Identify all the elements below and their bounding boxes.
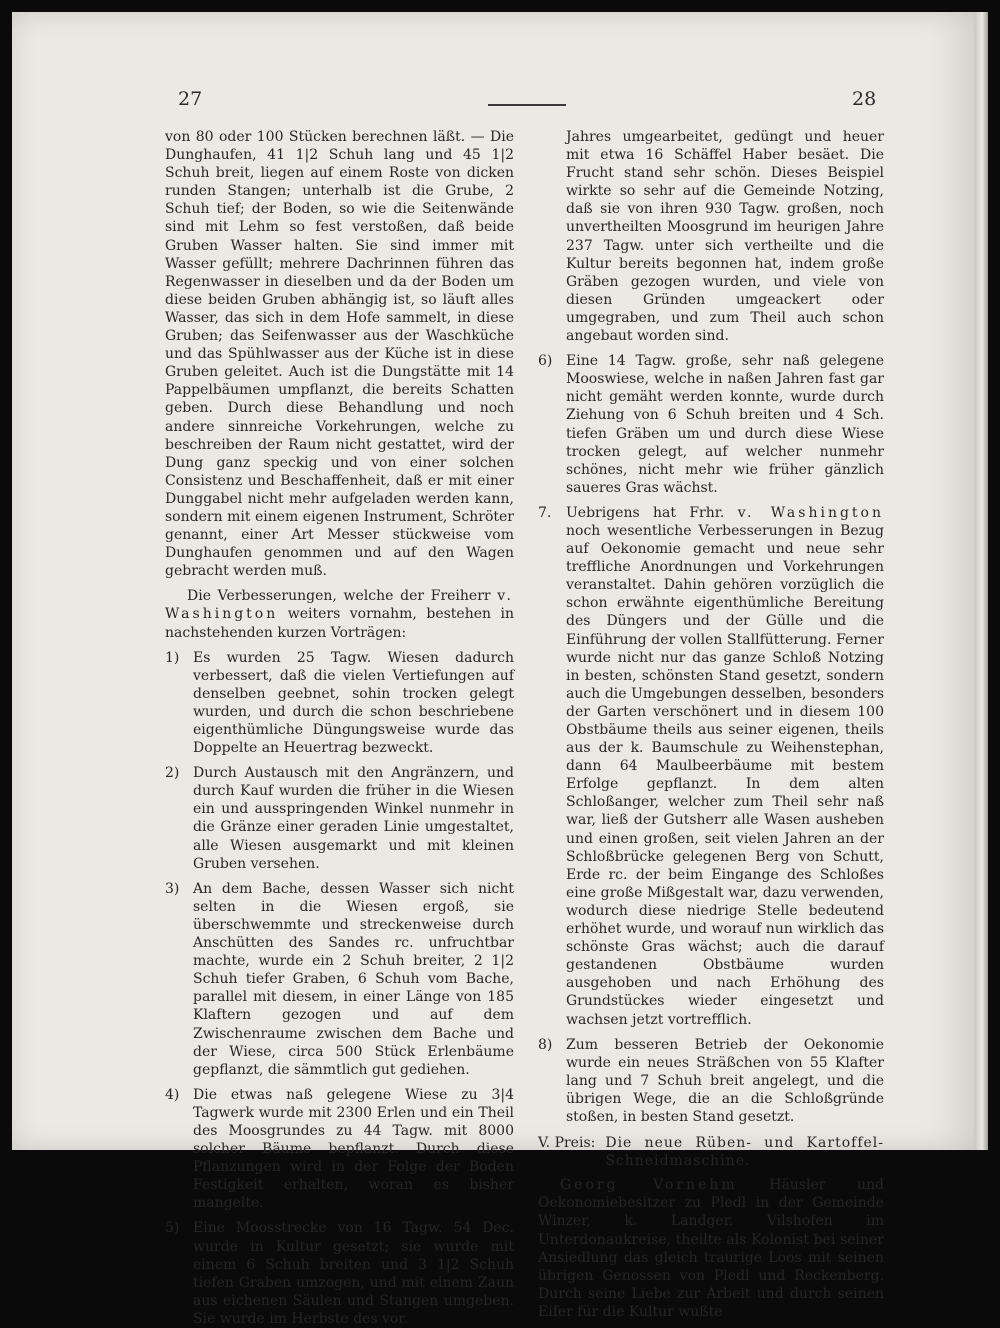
list-item-text — [566, 504, 884, 1029]
page-number-right: 28 — [852, 88, 877, 110]
right-column — [538, 128, 884, 1321]
list-item-text: An dem Bache, dessen Wasser sich nicht selten in die Wiesen ergoß, sie überschwemmte und streckenweise durch Anschütten des Sandes rc. unfruchtbar machte, wurde ein 2 Schuh breiter, 2 1|2 Schuh tiefer Graben, 6 Schuh vom Bache, parallel mit diesem, in einer Länge von 185 Klaftern gezogen und auf dem Zwischenraume zwischen dem Bache und der Wiese, circa 500 Stück Erlenbäume gepflanzt, die sämmtlich gut gediehen. — [193, 880, 514, 1078]
list-item-lead: Uebrigens hat Frhr. — [566, 504, 738, 521]
list-item-text: Eine Moosstrecke von 16 Tagw. 54 Dec. wurde in Kultur gesetzt; sie wurde mit einem 6 Schuh breiten und 3 1|2 Schuh tiefen Graben umzogen, und mit einem Zaun aus eichenen Säulen und Stangen umgeben. Sie wurde im Herbste des vor. — [193, 1220, 514, 1327]
header-rule — [488, 104, 566, 106]
list-item-number: 6) — [538, 353, 553, 370]
list-item-body: noch wesentliche Verbesserungen in Bezug auf Oekonomie gemacht und neue sehr treffliche Anordnungen und Vorkehrungen veranstaltet. Dahin gehören vorzüglich die schon erwähnte eigenthümliche Bereitung des Düngers und der Gülle und die Einführung der vollen Stallfütterung. Ferner wurde nicht nur das ganze Schloß Notzing in besten, schönsten Stand gesetzt, sondern auch die Umgebungen desselben, besonders der Garten verschönert und in diesem 100 Obstbäume theils aus seiner eigenen, theils aus der k. Baumschule zu Weihenstephan, dann 64 Maulbeerbäume mit bestem Erfolge gepflanzt. In dem alten Schloßanger, welcher zum Theil sehr naß war, ließ der Gutsherr alle Wasen ausheben und einen großen, seit vielen Jahren an der Schloßbrücke gelegenen Berg von Schutt, Erde rc. der beim Eingange des Schloßes eine große Mißgestalt war, dazu verwenden, wodurch diese niedrige Stelle bedeutend erhöhet wurde, und worauf nun wirklich das schönste Gras wächst; auch die darauf gestandenen Obstbäume wurden ausgehoben und nach Erhöhung des Grundstückes wieder eingesetzt und wachsen jetzt vortrefflich. — [566, 522, 884, 1028]
left-column — [165, 128, 514, 1328]
list-item — [165, 764, 514, 873]
list-item-number: 1) — [165, 649, 180, 666]
list-item-text: Die etwas naß gelegene Wiese zu 3|4 Tagwerk wurde mit 2300 Erlen und ein Theil des Moosgrundes zu 44 Tagw. mit 8000 solcher Bäume bepflanzt. Durch diese Pflanzungen wird in der Folge der Boden Festigkeit erhalten, woran es bisher mangelte. — [193, 1086, 514, 1212]
list-item-text: Durch Austausch mit den Angränzern, und durch Kauf wurden die früher in die Wiesen ein und ausspringenden Winkel nunmehr in die Gränze einer geraden Linie umgestaltet, alle Wiesen ausgemarkt und mit kleinen Gruben versehen. — [193, 765, 514, 872]
person-name-washington: v. Washington — [165, 588, 514, 623]
list-item-number: 5) — [165, 1220, 180, 1237]
intro-paragraph: von 80 oder 100 Stücken berechnen läßt. — Die Dunghaufen, 41 1|2 Schuh lang und 45 1|2 Schuh breit, liegen auf einem Roste von dicken runden Stangen; unterhalb ist die Grube, 2 Schuh tief; der Boden, so wie die Seitenwände sind mit Lehm so fest verstoßen, daß beide Gruben Wasser halten. Sie sind immer mit Wasser gefüllt; mehrere Dachrinnen führen das Regenwasser in dieselben und da der Boden um diese beiden Gruben abhängig ist, so läuft alles Wasser, das sich in dem Hofe sammelt, in diese Gruben; das Seifenwasser aus der Waschküche und das Spühlwasser aus der Küche ist in diese Gruben geleitet. Auch ist die Dungstätte mit 14 Pappelbäumen umpflanzt, die bereits Schatten geben. Durch diese Behandlung und noch andere sinnreiche Vorkehrungen, welche zu beschreiben der Raum nicht gestattet, wird der Dung ganz speckig und von einer solchen Consistenz und Beschaffenheit, daß er mit einer Dunggabel nicht mehr aufgeladen werden kann, sondern mit einem eigenen Instrument, Schröter genannt, einer Art Messer stückweise vom Dunghaufen genommen und auf den Wagen gebracht werden muß. — [165, 129, 514, 580]
list-item-number: 8) — [538, 1036, 553, 1053]
list-item — [165, 1086, 514, 1213]
list-item-number: 4) — [165, 1086, 180, 1103]
list-item-text: Es wurden 25 Tagw. Wiesen dadurch verbessert, daß die vielen Vertiefungen auf denselben geebnet, sohin trocken gelegt wurden, und durch die schon beschriebene eigenthümliche Düngungsweise wurde das Doppelte an Heuertrag bezweckt. — [193, 649, 514, 757]
person-name-vornehm: Georg Vornehm — [560, 1177, 738, 1194]
closing-paragraph — [538, 1176, 884, 1321]
list-item-number: 7. — [538, 504, 552, 521]
list-item — [538, 1036, 884, 1126]
section-number: V. Preis: — [538, 1135, 596, 1152]
closing-paragraph-text: Häusler und Oekonomiebesitzer zu Pledl in der Gemeinde Winzer, k. Landger. Vilshofen im Unterdonaukreise, theilte als Kolonist bei seiner Ansiedlung das gleich traurige Loos mit seinen übrigen Genossen von Pledl und Reckenberg. Durch seine Liebe zur Arbeit und durch seinen Eifer für die Kultur wußte — [538, 1177, 885, 1320]
page-edge — [974, 12, 988, 1150]
person-name-washington: v. Washington — [737, 504, 884, 521]
section-heading — [538, 1134, 884, 1170]
improvements-intro-rest: weiters vornahm, bestehen in nachstehenden kurzen Vorträgen: — [165, 606, 514, 641]
page-number-left: 27 — [178, 88, 203, 110]
list-item — [165, 880, 514, 1079]
list-item-text: Eine 14 Tagw. große, sehr naß gelegene Mooswiese, welche in naßen Jahren fast gar nicht gemäht werden konnte, wurde durch Ziehung von 6 Schuh breiten und 4 Sch. tiefen Gräben um und durch diese Wiese trocken gelegt, auf welcher nunmehr schönes, nicht mehr wie früher gänzlich saueres Gras wächst. — [566, 353, 884, 496]
list-item — [538, 504, 884, 1029]
list-item-text: Zum besseren Betrieb der Oekonomie wurde ein neues Sträßchen von 55 Klafter lang und 7 Schuh breit angelegt, und die übrigen Wege, die an die Schloßgründe stoßen, in besten Stand gesetzt. — [566, 1036, 884, 1125]
continuation-paragraph: Jahres umgearbeitet, gedüngt und heuer mit etwa 16 Schäffel Haber besäet. Die Frucht stand sehr schön. Dieses Beispiel wirkte so sehr auf die Gemeinde Notzing, daß sie von ihren 930 Tagw. großen, noch unvertheilten Moosgrund im heurigen Jahre 237 Tagw. unter sich vertheilte und die Kultur bereits begonnen hat, indem große Gräben gezogen wurden, und viele von diesen Gründen umgeackert oder umgegraben, und zum Theil auch schon angebaut worden sind. — [566, 129, 884, 345]
list-item — [165, 1219, 514, 1328]
improvements-intro-paragraph — [165, 587, 514, 641]
list-item-number: 2) — [165, 765, 180, 782]
list-item — [165, 649, 514, 758]
section-title: Die neue Rüben- und Kartoffel-Schneidmaschine. — [605, 1135, 884, 1170]
improvements-intro-lead: Die Verbesserungen, welche der Freiherr — [187, 588, 498, 605]
list-item-number: 3) — [165, 880, 180, 897]
list-item — [538, 352, 884, 497]
